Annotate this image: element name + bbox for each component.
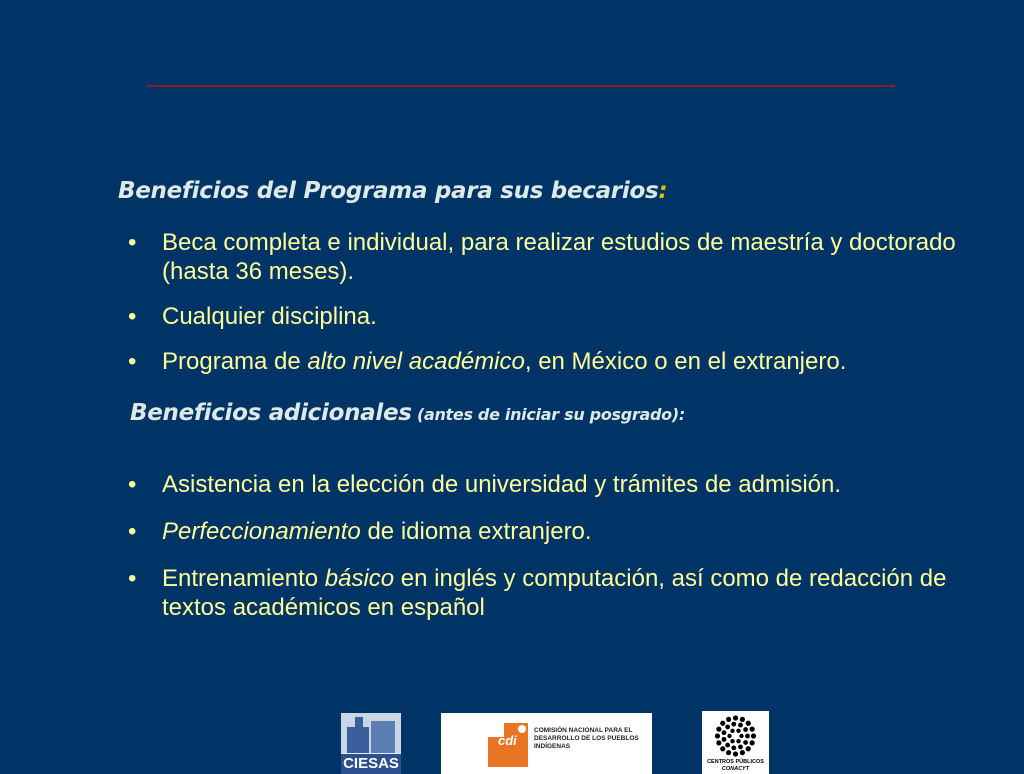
list-item: • Cualquier disciplina. [128, 303, 377, 330]
bullet-icon: • [128, 565, 137, 592]
heading-colon: : [658, 178, 668, 204]
additional-benefits-list [0, 470, 962, 622]
conacyt-caption-line1: CENTROS PÚBLICOS [707, 759, 764, 765]
conacyt-logo [702, 711, 769, 774]
top-divider-rule [147, 85, 895, 87]
ciesas-logo [341, 713, 401, 774]
bullet-icon: • [128, 229, 137, 256]
bullet-icon: • [128, 348, 137, 375]
cdi-mark-icon: cdi [488, 723, 528, 767]
list-item: • Asistencia en la elección de universidad y trámites de admisión. [128, 471, 842, 498]
ciesas-wordmark: CIESAS [341, 754, 401, 774]
bullet-icon: • [128, 518, 137, 545]
list-item: • Programa de alto nivel académico, en México o en el extranjero. [128, 348, 847, 375]
conacyt-dot-ring-icon [710, 713, 761, 759]
section-heading-adicionales: Beneficios adicionales (antes de iniciar su posgrado): [130, 400, 685, 426]
list-item: • Perfeccionamiento de idioma extranjero. [128, 518, 592, 545]
bullet-icon: • [128, 303, 137, 330]
conacyt-caption-line2: CONACYT [721, 766, 750, 772]
section-heading-beneficios: Beneficios del Programa para sus becarios: [118, 178, 668, 204]
heading-note: (antes de iniciar su posgrado): [411, 405, 685, 424]
cdi-logo [441, 713, 652, 774]
bullet-icon: • [128, 471, 137, 498]
cdi-logo-text: COMISIÓN NACIONAL PARA EL DESARROLLO DE LOS PUEBLOS INDÍGENAS [534, 727, 639, 750]
list-item: • Entrenamiento básico en inglés y computación, así como de redacción de textos académicos en español [128, 565, 947, 621]
benefits-list [0, 228, 962, 376]
list-item: • Beca completa e individual, para realizar estudios de maestría y doctorado (hasta 36 meses). [128, 229, 956, 285]
